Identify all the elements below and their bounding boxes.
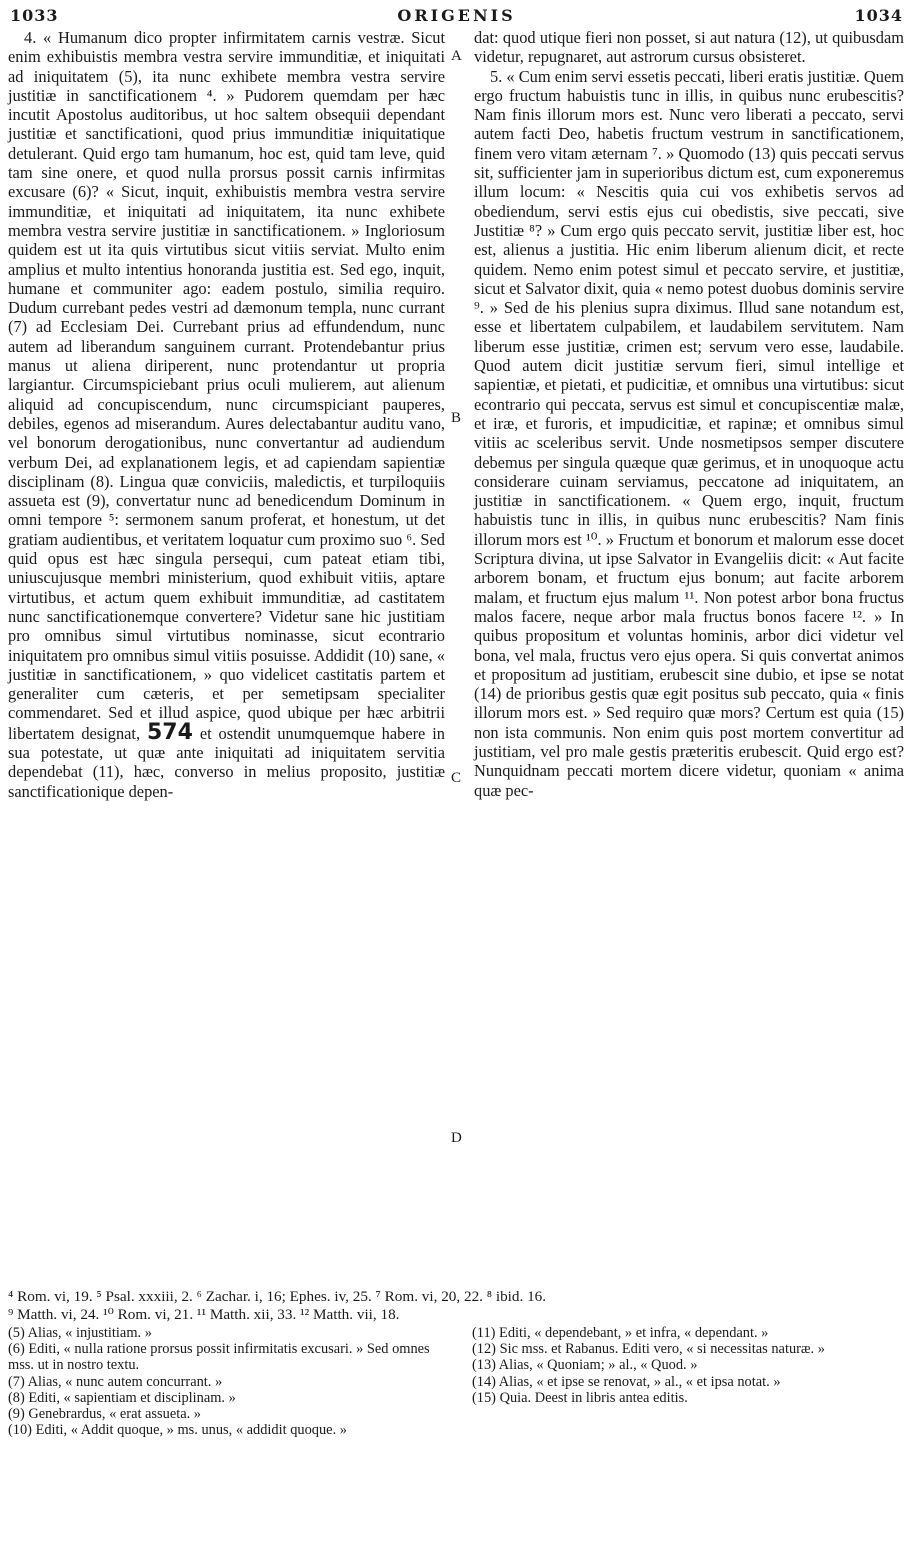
left-page-number: 1033 (10, 6, 59, 25)
note: (13) Alias, « Quoniam; » al., « Quod. » (472, 1357, 698, 1374)
left-column (8, 28, 445, 801)
running-header (10, 4, 903, 28)
section-marker-a: A (451, 48, 462, 64)
notes-left (8, 1325, 448, 1438)
right-column (474, 28, 904, 800)
section-marker-c: C (451, 770, 462, 786)
note: (5) Alias, « injustitiam. » (8, 1325, 152, 1341)
note: (15) Quia. Deest in libris antea editis. (472, 1389, 688, 1406)
notes-right (472, 1325, 902, 1406)
note: (7) Alias, « nunc autem concurrant. » (8, 1373, 223, 1390)
reference-line: ⁹ Matth. vi, 24. ¹⁰ Rom. vi, 21. ¹¹ Matth. xii, 33. ¹² Matth. vii, 18. (8, 1306, 400, 1323)
paragraph-text: et ostendit unumquemque habere in sua potestate, ut quæ ante iniquitati ad iniquitatem servitia dependebat (11), hæc, converso in melius proposito, justitiæ sanctificationique depen- (8, 723, 445, 801)
scripture-references (8, 1288, 903, 1324)
page-mark: 574 (146, 719, 193, 745)
note: (11) Editi, « dependebant, » et infra, « dependant. » (472, 1325, 769, 1341)
reference-line: ⁴ Rom. vi, 19. ⁵ Psal. xxxiii, 2. ⁶ Zachar. i, 16; Ephes. iv, 25. ⁷ Rom. vi, 20, 22. ⁸ ibid. 16. (8, 1288, 547, 1305)
running-title: ORIGENIS (397, 6, 516, 25)
right-page-number: 1034 (854, 6, 903, 25)
note: (14) Alias, « et ipse se renovat, » al., « et ipsa notat. » (472, 1373, 781, 1390)
section-marker-d: D (451, 1130, 462, 1146)
paragraph: 5. « Cum enim servi essetis peccati, liberi eratis justitiæ. Quem ergo fructum habuistis tunc in illis, in quibus nunc erubescitis? Nam finis illorum mors est. Nunc vero liberati a peccato, servi autem facti Deo, habetis fructum vestrum in sanctificationem, finem vero vitam æternam ⁷. » Quomodo (13) quis peccati servus sit, sufficienter jam in superioribus dictum est, cum exponeremus illum locum: « Nescitis quia cui vos exhibetis servos ad obediendum, servi estis ejus cui obedistis, sive peccati, sive Justitiæ ⁸? » Cum ergo quis peccato servit, justitiæ liber est, hoc est, alienus a justitia. Hic enim liberum alienum dicit, et recte quidem. Nemo enim potest simul et peccato servire, et justitiæ, sicut et Salvator dixit, quia « nemo potest duobus dominis servire ⁹. » Sed de his plenius supra diximus. Illud sane notandum est, esse et libertatem culpabilem, et laudabilem servitutem. Nam liberum esse justitiæ, crimen est; servum vero esse, laudabile. Quod autem dicit justitiæ servum fieri, simul intellige et sapientiæ, et pietati, et pudicitiæ, et omnibus una virtutibus: sicut econtrario qui peccata, servus est simul et concupiscentiæ malæ, et iræ, et furoris, et impudicitiæ, et rapinæ; et omnibus simul vitiis ac sceleribus servit. Unde nosmetipsos semper discutere debemus per singula quæque quæ gerimus, et in unoquoque actu considerare cuinam serviamus, peccatone ad iniquitatem, an justitiæ in sanctificationem. « Quem ergo, inquit, fructum habuistis tunc in illis, in quibus nunc erubescitis? Nam finis illorum mors est ¹⁰. » Fructum et bonorum et malorum esse docet Scriptura divina, ut ipse Salvator in Evangeliis dicit: « Aut facite arborem bonam, et fructum ejus bonum; aut facite arborem malam, et fructum ejus malum ¹¹. Non potest arbor bona fructus malos facere, neque arbor mala fructus bonos facere ¹². » In quibus propositum et voluntas hominis, arbor dici videtur vel bona, vel mala, fructus vero ejus opera. Si quis convertat animos et propositum ad justitiam, erubescit sine dubio, et ipse se notat (14) de prioribus gestis quæ egit positus sub peccato, quia « finis illorum mors est. » Sed requiro quæ mors? Certum est quia (15) non ista communis. Non enim quis post mortem convertitur ad justitiam, vel pro male gestis præteritis erubescit. Quid ergo est? Nunquidnam peccati mortem dicere videtur, quoniam « anima quæ pec- (474, 66, 904, 800)
paragraph (8, 28, 445, 801)
section-marker-b: B (451, 410, 462, 426)
paragraph-text: 4. « Humanum dico propter infirmitatem carnis vestræ. Sicut enim exhibuistis membra vestra servire immunditiæ, et iniquitati ad iniquitatem (5), ita nunc exhibete membra vestra servire justitiæ in sanctificationem ⁴. » Pudorem quemdam per hæc incutit Apostolus auditoribus, ut hoc saltem obsequii dependant justitiæ et sanctificationi, quod prius immunditiæ iniquitatique detulerant. Quid ergo tam humanum, hoc est, quid tam leve, quid tam sine onere, et quod nulla prorsus possit carnis infirmitas excusare (6)? « Sicut, inquit, exhibuistis membra vestra servire immunditiæ, et iniquitati ad iniquitatem, ita nunc exhibete membra vestra servire justitiæ in sanctificationem. » Ingloriosum quidem est ut ita quis virtutibus sicut vitiis serviat. Multo enim amplius et multo intentius honoranda justitia est. Sed ego, inquit, humane et communiter ago: eadem postulo, similia requiro. Dudum currebant pedes vestri ad dæmonum templa, nunc currant (7) ad Ecclesiam Dei. Currebant prius ad effundendum, nunc autem ad liberandum sanguinem currant. Protendebantur prius manus ut aliena diriperent, nunc protendantur ut propria largiantur. Circumspiciebant prius oculi mulierem, aut alienum aliquid ad concupiscendum, nunc circumspiciant pauperes, debiles, egenos ad miserandum. Aures delectabantur auditu vano, vel bonorum derogationibus, nunc convertantur ad audiendum verbum Dei, ad explanationem legis, et ad capiendam sapientiæ disciplinam (8). Lingua quæ conviciis, maledictis, et turpiloquiis assueta est (9), convertatur nunc ad benedicendum Dominum in omni tempore ⁵: sermonem sanum proferat, et honestum, ut det gratiam audientibus, et veritatem loquatur cum proximo suo ⁶. Sed quid opus est hæc singula persequi, cum pateat etiam tibi, uniuscujusque membri ministerium, quod exhibuit vitiis, aptare virtutibus, et actum quem exhibuit immunditiæ, ad castitatem nunc sanctificationemque convertere? Videtur sane hic justitiam pro omnibus simul virtutibus nominasse, sicut econtrario iniquitatem pro omnibus simul vitiis posuisse. Addidit (10) sane, « justitiæ in sanctificationem, » quo videlicet castitatis partem et generaliter cum cæteris, et per semetipsam specialiter commendaret. Sed et illud aspice, quod ubique per hæc arbitrii libertatem designat, (8, 28, 445, 743)
paragraph: dat: quod utique fieri non posset, si aut natura (12), ut quibusdam videtur, repugnaret, aut astrorum cursus obsisteret. (474, 28, 904, 67)
note: (6) Editi, « nulla ratione prorsus possit infirmitatis excusari. » Sed omnes mss. ut in nostro textu. (8, 1341, 430, 1374)
note: (9) Genebrardus, « erat assueta. » (8, 1406, 201, 1423)
note: (10) Editi, « Addit quoque, » ms. unus, « addidit quoque. » (8, 1422, 347, 1439)
note: (12) Sic mss. et Rabanus. Editi vero, « si necessitas naturæ. » (472, 1341, 825, 1358)
note: (8) Editi, « sapientiam et disciplinam. » (8, 1389, 236, 1406)
